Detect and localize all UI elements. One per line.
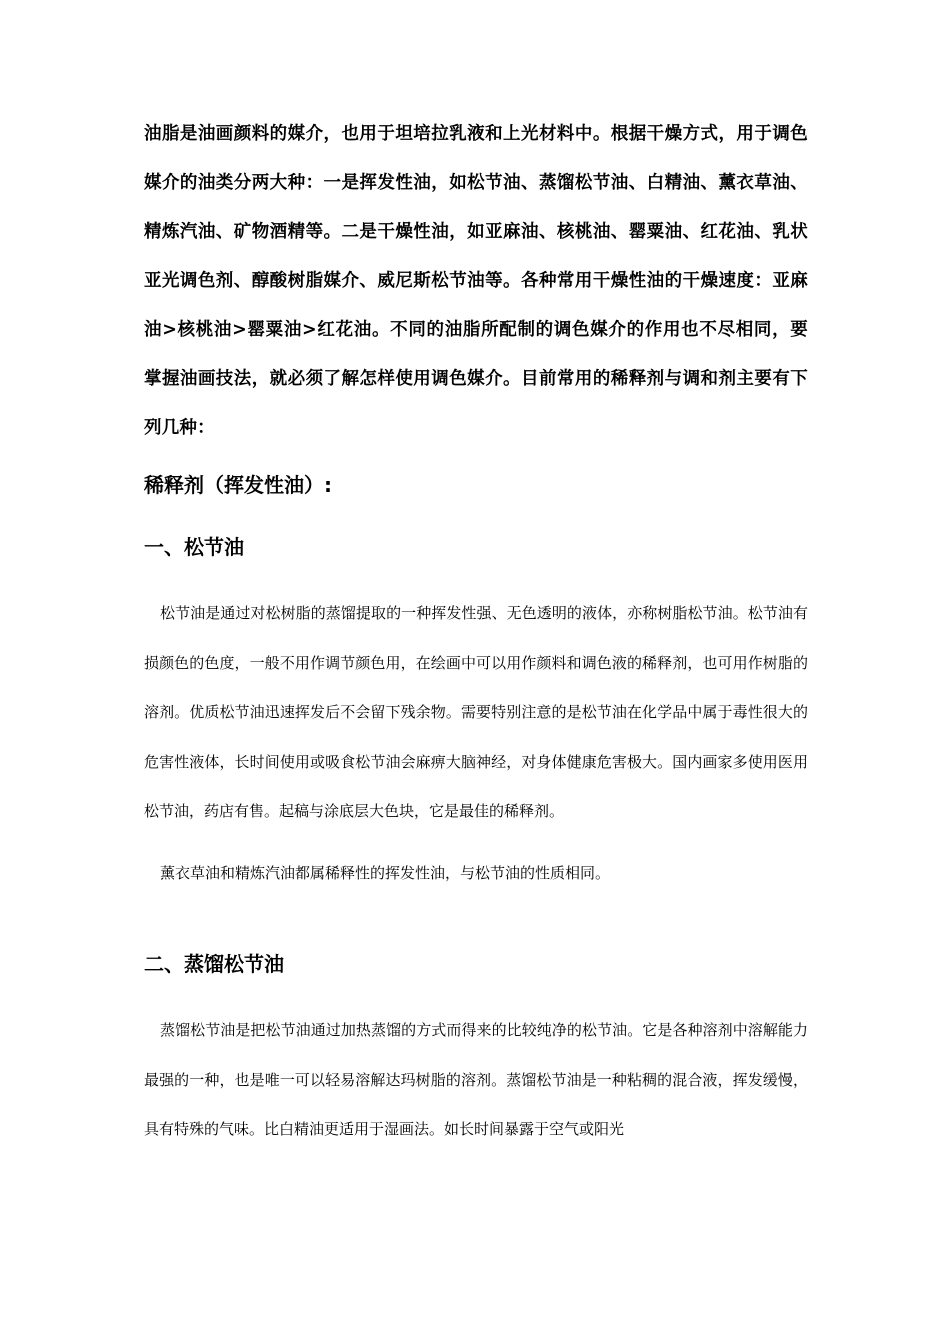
intro-paragraph: 油脂是油画颜料的媒介，也用于坦培拉乳液和上光材料中。根据干燥方式，用于调色媒介的油类分两大种：一是挥发性油，如松节油、蒸馏松节油、白精油、薰衣草油、精炼汽油、矿物酒精等。二是干燥性油，如亚麻油、核桃油、罂粟油、红花油、乳状亚光调色剂、醇酸树脂媒介、威尼斯松节油等。各种常用干燥性油的干燥速度：亚麻油>核桃油>罂粟油>红花油。不同的油脂所配制的调色媒介的作用也不尽相同，要掌握油画技法，就必须了解怎样使用调色媒介。目前常用的稀释剂与调和剂主要有下列几种： <box>144 124 808 438</box>
section-paragraph: 薰衣草油和精炼汽油都属稀释性的挥发性油，与松节油的性质相同。 <box>160 863 611 882</box>
section-heading: 二、蒸馏松节油 <box>144 952 284 976</box>
section-distilled-turpentine <box>144 938 808 1155</box>
document-page <box>144 110 808 1155</box>
thinners-subheading: 稀释剂（挥发性油）: <box>144 473 332 497</box>
section-paragraph: 蒸馏松节油是把松节油通过加热蒸馏的方式而得来的比较纯净的松节油。它是各种溶剂中溶解能力最强的一种，也是唯一可以轻易溶解达玛树脂的溶剂。蒸馏松节油是一种粘稠的混合液，挥发缓慢，具有特殊的气味。比白精油更适用于湿画法。如长时间暴露于空气或阳光 <box>144 1021 808 1138</box>
section-turpentine <box>144 521 808 898</box>
section-heading: 一、松节油 <box>144 535 244 559</box>
section-paragraph: 松节油是通过对松树脂的蒸馏提取的一种挥发性强、无色透明的液体，亦称树脂松节油。松节油有损颜色的色度，一般不用作调节颜色用，在绘画中可以用作颜料和调色液的稀释剂，也可用作树脂的溶剂。优质松节油迅速挥发后不会留下残余物。需要特别注意的是松节油在化学品中属于毒性很大的危害性液体，长时间使用或吸食松节油会麻痹大脑神经，对身体健康危害极大。国内画家多使用医用松节油，药店有售。起稿与涂底层大色块，它是最佳的稀释剂。 <box>144 604 808 820</box>
